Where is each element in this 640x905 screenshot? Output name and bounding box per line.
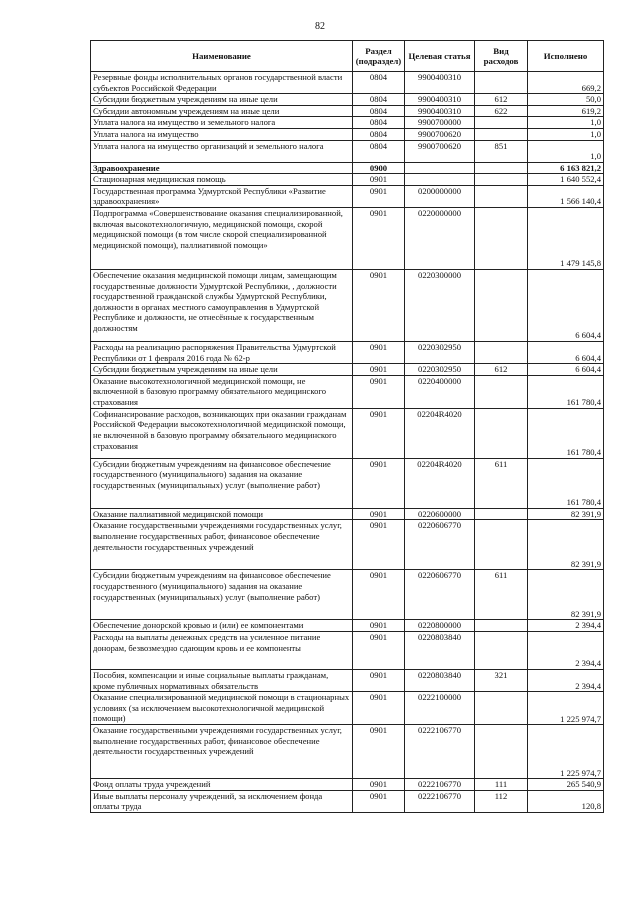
row-done: 2 394,4 xyxy=(528,631,604,669)
row-name: Обеспечение донорской кровью и (или) ее компонентами xyxy=(91,620,353,632)
table-row xyxy=(91,364,604,376)
row-kind xyxy=(475,620,528,632)
row-name: Оказание паллиативной медицинской помощи xyxy=(91,508,353,520)
row-done: 6 604,4 xyxy=(528,364,604,376)
row-section: 0901 xyxy=(353,620,405,632)
budget-table xyxy=(90,40,604,813)
table-row xyxy=(91,508,604,520)
row-name: Здравоохранение xyxy=(91,162,353,174)
header-kind: Вид расходов xyxy=(475,41,528,72)
row-kind xyxy=(475,269,528,341)
row-done: 161 780,4 xyxy=(528,375,604,408)
row-section: 0804 xyxy=(353,140,405,162)
row-target: 0200000000 xyxy=(405,185,475,207)
row-name: Обеспечение оказания медицинской помощи лицам, замещающим государственные должности Удмуртской Республики, , должности государственной гражданской службы Удмуртской Республики, должности в органах местного самоуправления в Удмуртской Республике и должности, не отнесённые к государственным должностям xyxy=(91,269,353,341)
row-target: 0220606770 xyxy=(405,520,475,570)
table-row xyxy=(91,117,604,129)
row-target: 9900700000 xyxy=(405,117,475,129)
row-section: 0804 xyxy=(353,94,405,106)
row-done: 1 479 145,8 xyxy=(528,207,604,269)
row-done: 1 225 974,7 xyxy=(528,692,604,725)
table-body xyxy=(91,72,604,813)
header-target: Целевая статья xyxy=(405,41,475,72)
table-row xyxy=(91,140,604,162)
row-section: 0804 xyxy=(353,72,405,94)
row-section: 0901 xyxy=(353,458,405,508)
row-section: 0804 xyxy=(353,105,405,117)
row-target: 0220300000 xyxy=(405,269,475,341)
table-row xyxy=(91,790,604,812)
row-kind xyxy=(475,174,528,186)
row-section: 0901 xyxy=(353,631,405,669)
row-target: 0222106770 xyxy=(405,779,475,791)
row-name: Расходы на реализацию распоряжения Правительства Удмуртской Республики от 1 февраля 2016 года № 62-р xyxy=(91,341,353,363)
table-row xyxy=(91,725,604,779)
row-target: 9900400310 xyxy=(405,94,475,106)
row-done: 1 640 552,4 xyxy=(528,174,604,186)
header-done: Исполнено xyxy=(528,41,604,72)
row-target: 0220803840 xyxy=(405,669,475,691)
row-done: 1,0 xyxy=(528,128,604,140)
row-section: 0901 xyxy=(353,269,405,341)
table-row xyxy=(91,185,604,207)
row-kind xyxy=(475,692,528,725)
header-name: Наименование xyxy=(91,41,353,72)
row-done: 265 540,9 xyxy=(528,779,604,791)
row-name: Субсидии бюджетным учреждениям на иные цели xyxy=(91,94,353,106)
row-name: Софинансирование расходов, возникающих при оказании гражданам Российской Федерации высокотехнологичной медицинской помощи, не включенной в базовую программу обязательного медицинского страхования xyxy=(91,408,353,458)
row-target: 9900400310 xyxy=(405,105,475,117)
row-target: 02204R4020 xyxy=(405,408,475,458)
table-row xyxy=(91,620,604,632)
row-name: Оказание специализированной медицинской помощи в стационарных условиях (за исключением высокотехнологичной медицинской помощи) xyxy=(91,692,353,725)
table-row xyxy=(91,105,604,117)
table-row xyxy=(91,408,604,458)
table-row xyxy=(91,375,604,408)
row-kind xyxy=(475,162,528,174)
row-target: 0222106770 xyxy=(405,790,475,812)
row-name: Оказание государственными учреждениями государственных услуг, выполнение государственных работ, финансовое обеспечение деятельности государственных учреждений xyxy=(91,725,353,779)
row-target: 0220803840 xyxy=(405,631,475,669)
table-row xyxy=(91,779,604,791)
header-section: Раздел (подраздел) xyxy=(353,41,405,72)
row-target: 0222100000 xyxy=(405,692,475,725)
row-section: 0901 xyxy=(353,185,405,207)
row-name: Резервные фонды исполнительных органов государственной власти субъектов Российской Федерации xyxy=(91,72,353,94)
row-name: Субсидии бюджетным учреждениям на финансовое обеспечение государственного (муниципального) задания на оказание государственных (муниципальных) услуг (выполнение работ) xyxy=(91,458,353,508)
row-kind: 611 xyxy=(475,458,528,508)
row-done: 1,0 xyxy=(528,140,604,162)
table-row xyxy=(91,94,604,106)
row-name: Фонд оплаты труда учреждений xyxy=(91,779,353,791)
table-row xyxy=(91,692,604,725)
row-section: 0901 xyxy=(353,408,405,458)
table-row xyxy=(91,269,604,341)
row-section: 0804 xyxy=(353,117,405,129)
row-done: 6 604,4 xyxy=(528,341,604,363)
row-kind xyxy=(475,117,528,129)
row-name: Уплата налога на имущество и земельного налога xyxy=(91,117,353,129)
row-name: Пособия, компенсации и иные социальные выплаты гражданам, кроме публичных нормативных обязательств xyxy=(91,669,353,691)
row-target: 9900700620 xyxy=(405,140,475,162)
row-target: 0220302950 xyxy=(405,341,475,363)
table-row xyxy=(91,458,604,508)
row-section: 0900 xyxy=(353,162,405,174)
row-kind xyxy=(475,341,528,363)
table-row xyxy=(91,207,604,269)
row-done: 82 391,9 xyxy=(528,508,604,520)
row-section: 0901 xyxy=(353,790,405,812)
row-kind: 611 xyxy=(475,570,528,620)
table-row xyxy=(91,341,604,363)
row-target: 9900400310 xyxy=(405,72,475,94)
row-target xyxy=(405,174,475,186)
row-name: Подпрограмма «Совершенствование оказания специализированной, включая высокотехнологичную, медицинской помощи, скорой медицинской помощи (в том числе скорой специализированной медицинской помощи), паллиативной помощи» xyxy=(91,207,353,269)
table-row xyxy=(91,570,604,620)
table-row xyxy=(91,128,604,140)
row-section: 0901 xyxy=(353,725,405,779)
row-kind xyxy=(475,520,528,570)
row-section: 0901 xyxy=(353,174,405,186)
row-target: 0220606770 xyxy=(405,570,475,620)
row-kind xyxy=(475,185,528,207)
row-name: Государственная программа Удмуртской Республики «Развитие здравоохранения» xyxy=(91,185,353,207)
row-done: 6 604,4 xyxy=(528,269,604,341)
table-header xyxy=(91,41,604,72)
row-name: Субсидии автономным учреждениям на иные цели xyxy=(91,105,353,117)
row-target: 0220000000 xyxy=(405,207,475,269)
row-name: Субсидии бюджетным учреждениям на финансовое обеспечение государственного (муниципального) задания на оказание государственных (муниципальных) услуг (выполнение работ) xyxy=(91,570,353,620)
row-kind: 321 xyxy=(475,669,528,691)
row-kind xyxy=(475,725,528,779)
row-kind: 851 xyxy=(475,140,528,162)
row-section: 0901 xyxy=(353,364,405,376)
row-done: 669,2 xyxy=(528,72,604,94)
row-kind xyxy=(475,508,528,520)
row-name: Иные выплаты персоналу учреждений, за исключением фонда оплаты труда xyxy=(91,790,353,812)
row-done: 6 163 821,2 xyxy=(528,162,604,174)
table-row xyxy=(91,520,604,570)
row-kind: 112 xyxy=(475,790,528,812)
row-done: 50,0 xyxy=(528,94,604,106)
table-row xyxy=(91,174,604,186)
row-kind xyxy=(475,408,528,458)
table-row xyxy=(91,669,604,691)
row-name: Субсидии бюджетным учреждениям на иные цели xyxy=(91,364,353,376)
row-done: 161 780,4 xyxy=(528,408,604,458)
row-name: Расходы на выплаты денежных средств на усиленное питание донорам, безвозмездно сдающим кровь и ее компоненты xyxy=(91,631,353,669)
row-target: 0220302950 xyxy=(405,364,475,376)
row-section: 0901 xyxy=(353,570,405,620)
row-name: Уплата налога на имущество xyxy=(91,128,353,140)
row-section: 0901 xyxy=(353,341,405,363)
row-target xyxy=(405,162,475,174)
table-row xyxy=(91,72,604,94)
row-done: 1 225 974,7 xyxy=(528,725,604,779)
page-number: 82 xyxy=(315,21,325,32)
row-kind xyxy=(475,207,528,269)
row-done: 2 394,4 xyxy=(528,620,604,632)
row-name: Стационарная медицинская помощь xyxy=(91,174,353,186)
row-target: 0220400000 xyxy=(405,375,475,408)
row-kind xyxy=(475,375,528,408)
row-kind xyxy=(475,72,528,94)
row-kind: 111 xyxy=(475,779,528,791)
row-done: 82 391,9 xyxy=(528,570,604,620)
row-name: Уплата налога на имущество организаций и земельного налога xyxy=(91,140,353,162)
row-section: 0901 xyxy=(353,692,405,725)
row-kind: 622 xyxy=(475,105,528,117)
row-section: 0901 xyxy=(353,207,405,269)
row-done: 619,2 xyxy=(528,105,604,117)
row-kind xyxy=(475,128,528,140)
row-section: 0901 xyxy=(353,375,405,408)
row-target: 0220600000 xyxy=(405,508,475,520)
row-kind: 612 xyxy=(475,364,528,376)
row-section: 0901 xyxy=(353,508,405,520)
row-section: 0901 xyxy=(353,520,405,570)
table-row xyxy=(91,631,604,669)
row-target: 0222106770 xyxy=(405,725,475,779)
row-done: 1 566 140,4 xyxy=(528,185,604,207)
row-done: 1,0 xyxy=(528,117,604,129)
row-done: 82 391,9 xyxy=(528,520,604,570)
row-done: 161 780,4 xyxy=(528,458,604,508)
row-section: 0804 xyxy=(353,128,405,140)
table-row xyxy=(91,162,604,174)
row-target: 0220800000 xyxy=(405,620,475,632)
row-name: Оказание государственными учреждениями государственных услуг, выполнение государственных работ, финансовое обеспечение деятельности государственных учреждений xyxy=(91,520,353,570)
row-kind: 612 xyxy=(475,94,528,106)
row-section: 0901 xyxy=(353,779,405,791)
row-kind xyxy=(475,631,528,669)
row-section: 0901 xyxy=(353,669,405,691)
row-done: 120,8 xyxy=(528,790,604,812)
row-done: 2 394,4 xyxy=(528,669,604,691)
row-target: 02204R4020 xyxy=(405,458,475,508)
row-target: 9900700620 xyxy=(405,128,475,140)
row-name: Оказание высокотехнологичной медицинской помощи, не включенной в базовую программу обязательного медицинского страхования xyxy=(91,375,353,408)
